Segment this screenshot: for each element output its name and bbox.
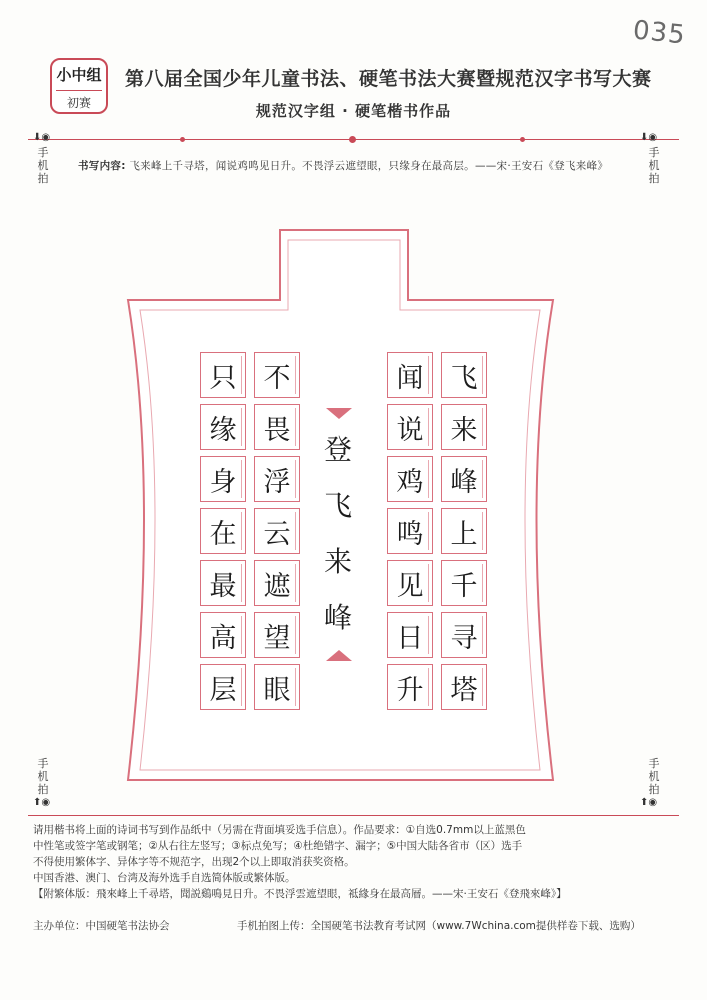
poem-char-cell: 云 [254, 508, 300, 554]
footer-organizer: 主办单位：中国硬笔书法协会 [33, 920, 170, 932]
requirements-line: 【附繁体版：飛來峰上千尋塔，聞説鷄鳴見日升。不畏浮雲遮望眼，祗緣身在最高層。——宋·王安石《登飛來峰》】 [33, 888, 567, 900]
poem-char-cell: 飞 [441, 352, 487, 398]
poem-char-cell: 上 [441, 508, 487, 554]
title-bracket-bottom [326, 646, 352, 658]
group-label: 小中组 [56, 66, 102, 84]
poem-char-cell: 千 [441, 560, 487, 606]
side-label-top-left: 手机拍 [37, 146, 49, 185]
poem-char-cell: 缘 [200, 404, 246, 450]
poem-title-char: 登 [323, 433, 352, 466]
handwritten-page-number: 035 [631, 15, 688, 51]
poem-char-cell: 鸡 [387, 456, 433, 502]
content-text: 飞来峰上千寻塔，闻说鸡鸣见日升。不畏浮云遮望眼，只缘身在最高层。——宋·王安石《登飞来峰》 [129, 160, 609, 172]
poem-char-cell: 在 [200, 508, 246, 554]
poem-char-cell: 寻 [441, 612, 487, 658]
poem-char-cell: 层 [200, 664, 246, 710]
poem-char-cell: 闻 [387, 352, 433, 398]
footer-upload: 手机拍图上传：全国硬笔书法教育考试网（www.7Wchina.com提供样卷下载、选购） [237, 920, 641, 932]
poem-char-cell: 塔 [441, 664, 487, 710]
content-label: 书写内容: [78, 160, 126, 172]
poem-char-cell: 见 [387, 560, 433, 606]
side-label-top-right: 手机拍 [648, 146, 660, 185]
poem-char-cell: 说 [387, 404, 433, 450]
poem-char-cell: 最 [200, 560, 246, 606]
poem-char-cell: 遮 [254, 560, 300, 606]
poem-char-cell: 日 [387, 612, 433, 658]
camera-icon-bottom-right: ⬆◉ [640, 797, 658, 808]
poem-char-cell: 眼 [254, 664, 300, 710]
poem-title-char: 来 [323, 545, 352, 578]
requirements-line: 中国香港、澳门、台湾及海外选手自选简体版或繁体版。 [33, 872, 296, 884]
side-label-bottom-right: 手机拍 [648, 757, 660, 796]
poem-char-cell: 浮 [254, 456, 300, 502]
stage-label: 初赛 [56, 90, 102, 111]
side-label-bottom-left: 手机拍 [37, 757, 49, 796]
poem-char-cell: 只 [200, 352, 246, 398]
poem-title-char: 飞 [323, 489, 352, 522]
camera-icon-bottom-left: ⬆◉ [33, 797, 51, 808]
poem-char-cell: 身 [200, 456, 246, 502]
requirements-line: 中性笔或签字笔或钢笔；②从右往左竖写；③标点免写；④杜绝错字、漏字；⑤中国大陆各省市（区）选手 [33, 840, 523, 852]
poem-title-char: 峰 [323, 601, 352, 634]
bottom-divider [28, 815, 679, 816]
poem-char-cell: 畏 [254, 404, 300, 450]
poem-char-cell: 高 [200, 612, 246, 658]
requirements [33, 822, 673, 898]
requirements-line: 请用楷书将上面的诗词书写到作品纸中（另需在背面填妥选手信息）。作品要求：①自选0.7mm以上蓝黑色 [33, 824, 526, 836]
camera-icon-top-left: ⬇◉ [33, 132, 51, 143]
title-bracket-top [326, 405, 352, 417]
camera-icon-top-right: ⬇◉ [640, 132, 658, 143]
requirements-line: 不得使用繁体字、异体字等不规范字，出现2个以上即取消获奖资格。 [33, 856, 355, 868]
page-title: 第八届全国少年儿童书法、硬笔书法大赛暨规范汉字书写大赛 [125, 68, 652, 90]
poem-char-cell: 望 [254, 612, 300, 658]
poem-char-cell: 升 [387, 664, 433, 710]
poem-char-cell: 不 [254, 352, 300, 398]
poem-char-cell: 鸣 [387, 508, 433, 554]
page-subtitle: 规范汉字组 · 硬笔楷书作品 [255, 102, 452, 120]
poem-char-cell: 来 [441, 404, 487, 450]
poem-char-cell: 峰 [441, 456, 487, 502]
